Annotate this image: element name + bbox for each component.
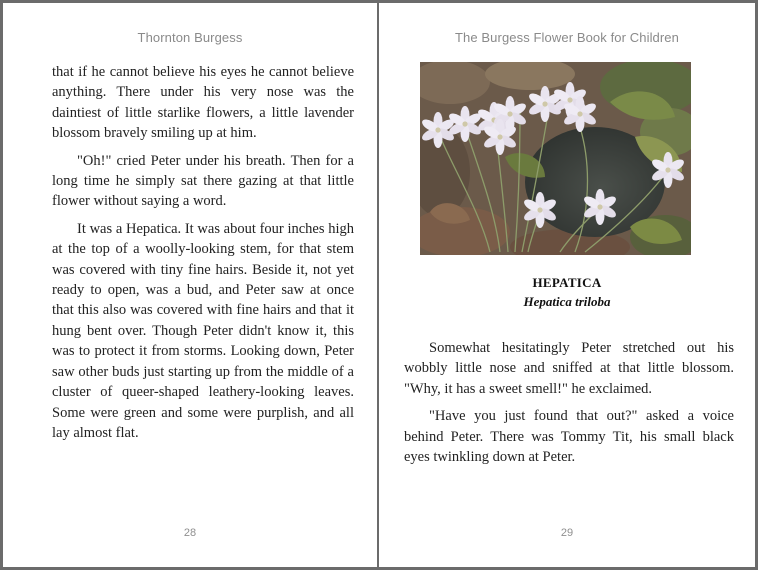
- left-page[interactable]: [3, 3, 377, 567]
- paragraph: It was a Hepatica. It was about four inches high at the top of a woolly-looking stem, for that stem was covered with tiny fine hairs. Beside it, not yet ready to open, was a bud, and Peter saw at once that this also was covered with fine hairs and that it hung bent over. Though Peter didn't know it, this was to protect it from storms. Looking down, Peter saw other buds just starting up from the middle of a cluster of queer-shaped leathery-looking leaves. Some were green and some were purplish, and all lay almost flat.: [52, 220, 354, 441]
- left-running-head: Thornton Burgess: [137, 30, 243, 45]
- left-page-number: 28: [183, 527, 197, 539]
- paragraph: that if he cannot believe his eyes he cannot believe anything. There under his very nose was the daintiest of little starlike flowers, a little lavender blossom bravely smiling up at him.: [52, 64, 354, 142]
- paragraph: "Oh!" cried Peter under his breath. Then for a long time he simply sat there gazing at that little flower without saying a word.: [52, 152, 354, 210]
- paragraph: "Have you just found that out?" asked a voice behind Peter. There was Tommy Tit, his small black eyes twinkling down at Peter.: [404, 408, 734, 466]
- paragraph: Somewhat hesitatingly Peter stretched out his wobbly little nose and sniffed at that little blossom. "Why, it has a sweet smell!" he exclaimed.: [404, 340, 734, 397]
- right-page[interactable]: [379, 3, 755, 567]
- plate-caption-title: HEPATICA: [532, 275, 602, 290]
- right-page-number: 29: [560, 527, 574, 539]
- left-page-text: [52, 62, 354, 450]
- right-page-text: [404, 338, 734, 474]
- plate-caption-subtitle: Hepatica triloba: [523, 294, 611, 309]
- hepatica-illustration: [420, 62, 691, 255]
- right-running-head: The Burgess Flower Book for Children: [455, 30, 679, 45]
